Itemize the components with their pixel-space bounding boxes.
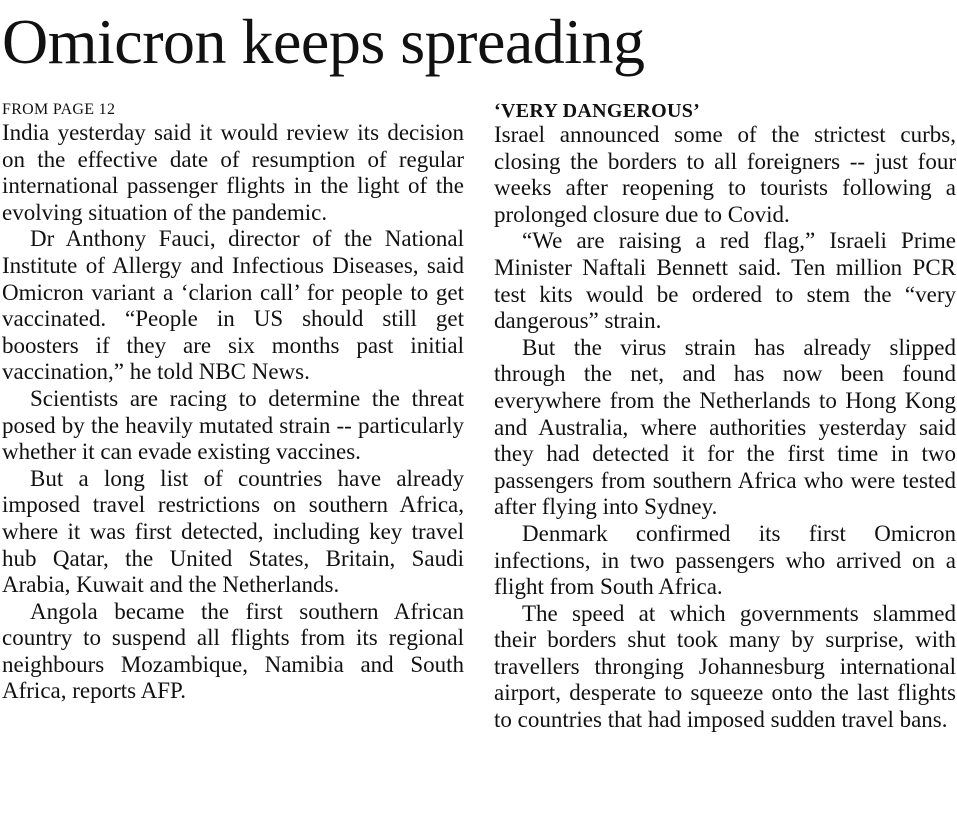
- paragraph: But a long list of countries have already imposed travel restrictions on southern Africa, where it was first detected, including key travel hub Qatar, the United States, Britain, Saudi Arabia, Kuwait and the Netherlands.: [2, 465, 464, 598]
- paragraph: But the virus strain has already slipped through the net, and has now been found everywhere from the Netherlands to Hong Kong and Australia, where authorities yesterday said they had detected it for the first time in two passengers from southern Africa who were tested after flying into Sydney.: [494, 334, 956, 520]
- paragraph: The speed at which governments slammed their borders shut took many by surprise, with travellers thronging Johannesburg international airport, desperate to squeeze onto the last flights to countries that had imposed sudden travel bans.: [494, 600, 956, 733]
- paragraph: Scientists are racing to determine the threat posed by the heavily mutated strain -- particularly whether it can evade existing vaccines.: [2, 385, 464, 465]
- paragraph: Angola became the first southern African country to suspend all flights from its regional neighbours Mozambique, Namibia and South Africa, reports AFP.: [2, 598, 464, 704]
- article-column-left: [2, 100, 464, 705]
- article-column-right: [494, 100, 956, 734]
- paragraph: India yesterday said it would review its decision on the effective date of resumption of regular international passenger flights in the light of the evolving situation of the pandemic.: [2, 120, 464, 225]
- paragraph: Denmark confirmed its first Omicron infections, in two passengers who arrived on a flight from South Africa.: [494, 520, 956, 600]
- continued-from-label: FROM PAGE 12: [2, 101, 116, 118]
- paragraph: “We are raising a red flag,” Israeli Prime Minister Naftali Bennett said. Ten million PCR test kits would be ordered to stem the “very dangerous” strain.: [494, 228, 956, 334]
- headline: Omicron keeps spreading: [2, 6, 645, 77]
- paragraph: Dr Anthony Fauci, director of the National Institute of Allergy and Infectious Diseases, said Omicron variant a ‘clarion call’ for people to get vaccinated. “People in US should still get boosters if they are six months past initial vaccination,” he told NBC News.: [2, 226, 464, 385]
- paragraph: Israel announced some of the strictest curbs, closing the borders to all foreigners -- just four weeks after reopening to tourists following a prolonged closure due to Covid.: [494, 122, 956, 227]
- subheading: ‘VERY DANGEROUS’: [494, 100, 701, 122]
